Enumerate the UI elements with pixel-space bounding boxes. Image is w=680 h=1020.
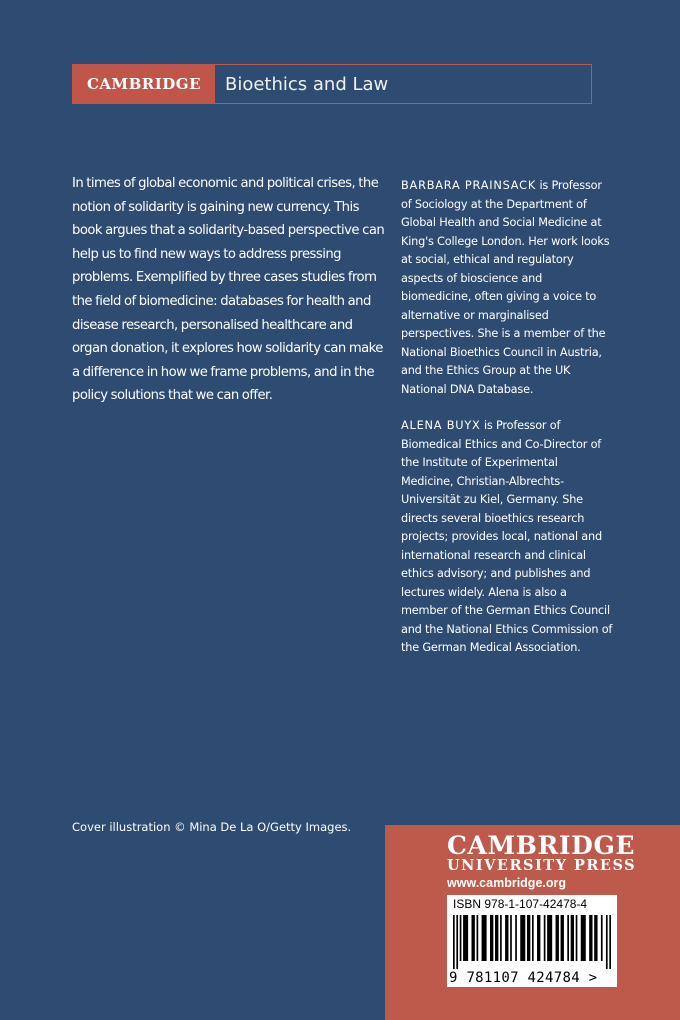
barcode-bar [544,915,546,961]
ean-digits: 9 781107 424784 > [449,970,598,986]
barcode-bar [500,915,502,961]
author-bio-text: is Professor of Sociology at the Department of Global Health and Social Medicine at King's College London. Her work looks at social, ethical and regulatory aspects of bioscience and biomedicine, often giving a voice to alternative or marginalised perspectives. She is a member of the National Bioethics Council in Austria, and the Ethics Group at the UK National DNA Database. [401,179,610,396]
barcode-bar [477,915,479,961]
barcode-bar [490,915,493,961]
author-bio-text: is Professor of Biomedical Ethics and Co-Director of the Institute of Experimental Medicine, Christian-Albrechts-Universität zu Kiel, Germany. She directs several bioethics research projects; provides local, national and international research and clinical ethics advisory; and publishes and lectures widely. Alena is also a member of the German Ethics Council and the National Ethics Commission of the German Medical Association. [401,419,613,654]
barcode-guard-bar [606,915,608,969]
barcode-bar [567,915,569,961]
barcode-bar [505,915,508,961]
publisher-url: www.cambridge.org [447,876,567,890]
barcode-icon [453,915,611,969]
barcode-bar [581,915,586,961]
publisher-subtitle: UNIVERSITY PRESS [447,857,637,874]
barcode-bar [537,915,540,961]
series-publisher-logo: CAMBRIDGE [73,65,215,103]
barcode-bar [471,915,474,961]
barcode-bar [463,915,468,961]
barcode-bar [527,915,530,961]
author-name: BARBARA PRAINSACK [401,179,537,192]
barcode-bar [510,915,512,961]
barcode-bar [561,915,564,961]
cover-credit: Cover illustration © Mina De La O/Getty Images. [72,820,352,834]
barcode-bar [460,915,462,961]
barcode-bar [482,915,487,961]
series-banner [72,64,592,104]
publisher-name: CAMBRIDGE [447,831,636,860]
barcode-bar [495,915,498,961]
barcode-bar [589,915,592,961]
barcode-panel [447,895,617,987]
barcode-bar [601,915,603,961]
barcode-bar [594,915,597,961]
barcode-bar [520,915,525,961]
author-bio-prainsack [401,177,613,399]
isbn-label: ISBN 978-1-107-42478-4 [453,897,588,911]
barcode-guard-bar [453,915,455,969]
barcode-bar [515,915,517,961]
author-name: ALENA BUYX [401,419,481,432]
barcode-guard-bar [456,915,458,969]
barcode-bar [556,915,559,961]
series-title: Bioethics and Law [225,73,389,95]
publisher-block [385,825,680,1020]
barcode-bar [571,915,574,961]
book-blurb: In times of global economic and political crises, the notion of solidarity is gaining new currency. This book argues that a solidarity-based perspective can help us to find new ways to address pressing problems. Exemplified by three cases studies from the field of biomedicine: databases for health and disease research, personalised healthcare and organ donation, it explores how solidarity can make a difference in how we frame problems, and in the policy solutions that we can offer. [72,176,385,404]
barcode-guard-bar [609,915,611,969]
barcode-bar [576,915,578,961]
barcode-bar [532,915,534,961]
author-bio-buyx [401,417,613,658]
barcode-bar [547,915,552,961]
author-bios [401,177,613,676]
